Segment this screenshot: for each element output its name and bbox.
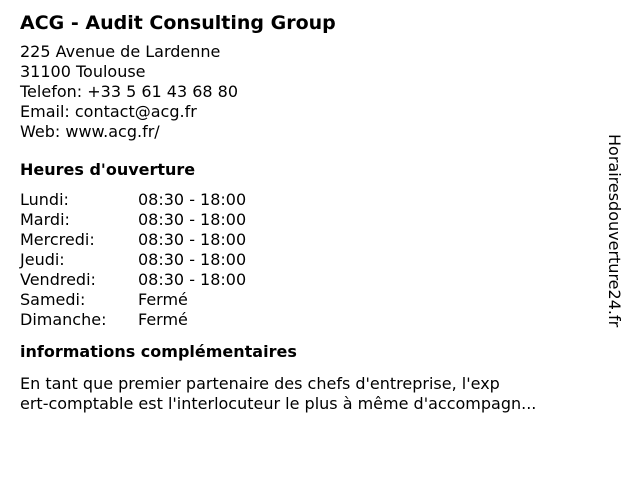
- time-value: Fermé: [138, 290, 188, 309]
- day-label: Jeudi:: [20, 250, 65, 269]
- hours-row-saturday: [20, 290, 600, 310]
- time-value: 08:30 - 18:00: [138, 250, 247, 269]
- address-street: 225 Avenue de Lardenne: [20, 42, 221, 61]
- hours-heading: Heures d'ouverture: [20, 160, 196, 179]
- contact-block: [20, 42, 600, 142]
- hours-row-monday: [20, 190, 600, 210]
- business-card: [20, 10, 600, 414]
- time-value: 08:30 - 18:00: [138, 210, 247, 229]
- hours-row-friday: [20, 270, 600, 290]
- hours-row-sunday: [20, 310, 600, 330]
- day-label: Samedi:: [20, 290, 86, 309]
- site-watermark: Horairesdouverture24.fr: [605, 134, 624, 328]
- time-value: 08:30 - 18:00: [138, 270, 247, 289]
- info-line: ert-comptable est l'interlocuteur le plus à même d'accompagn...: [20, 394, 537, 413]
- email-line: Email: contact@acg.fr: [20, 102, 197, 121]
- day-label: Mercredi:: [20, 230, 95, 249]
- time-value: 08:30 - 18:00: [138, 190, 247, 209]
- day-label: Dimanche:: [20, 310, 107, 329]
- phone-line: Telefon: +33 5 61 43 68 80: [20, 82, 239, 101]
- address-city: 31100 Toulouse: [20, 62, 146, 81]
- info-description: [20, 374, 600, 414]
- business-name: ACG - Audit Consulting Group: [20, 12, 336, 34]
- web-line: Web: www.acg.fr/: [20, 122, 160, 141]
- info-line: En tant que premier partenaire des chefs d'entreprise, l'exp: [20, 374, 500, 393]
- day-label: Lundi:: [20, 190, 69, 209]
- time-value: Fermé: [138, 310, 188, 329]
- hours-row-tuesday: [20, 210, 600, 230]
- day-label: Mardi:: [20, 210, 70, 229]
- time-value: 08:30 - 18:00: [138, 230, 247, 249]
- hours-row-wednesday: [20, 230, 600, 250]
- hours-row-thursday: [20, 250, 600, 270]
- hours-table: [20, 190, 600, 330]
- day-label: Vendredi:: [20, 270, 96, 289]
- info-heading: informations complémentaires: [20, 342, 297, 361]
